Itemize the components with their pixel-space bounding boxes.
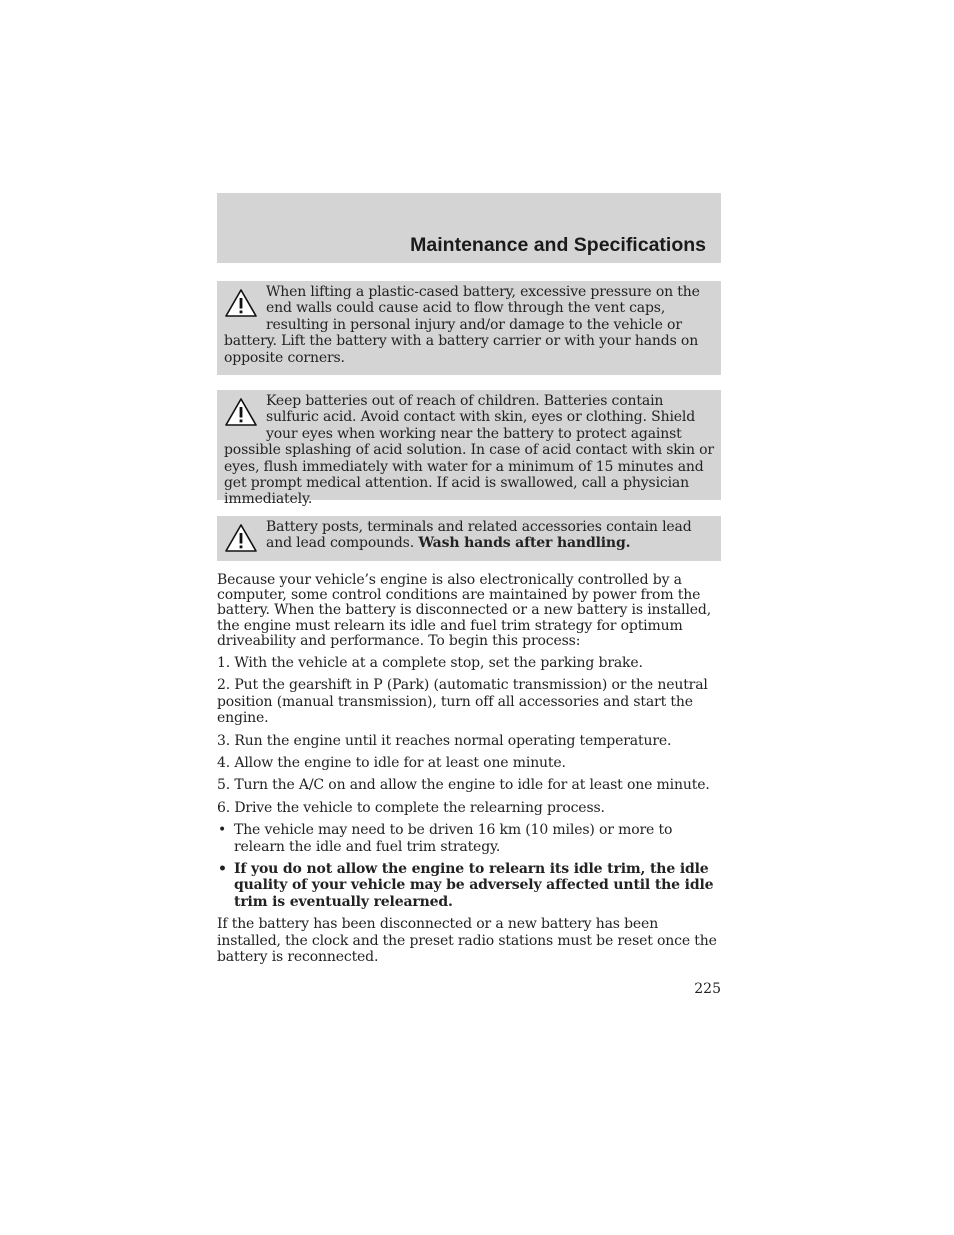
warning-text-regular: Battery posts, terminals and related accessories contain lead and lead compounds. <box>266 519 692 552</box>
bullet-text: If you do not allow the engine to relearn its idle trim, the idle quality of your vehicle may be adversely affected until the idle trim is eventually relearned. <box>234 861 714 910</box>
intro-paragraph: Because your vehicle’s engine is also electronically controlled by a computer, some control conditions are maintained by power from the battery. When the battery is disconnected or a new battery is installed, the engine must relearn its idle and fuel trim strategy for optimum driveability and performance. To begin this process: <box>217 572 712 649</box>
section-header-bar <box>217 193 721 263</box>
step-item: 1. With the vehicle at a complete stop, set the parking brake. <box>217 655 643 672</box>
bullet-item-bold <box>217 861 723 910</box>
warning-box-lead <box>217 516 721 561</box>
warning-text-bold: Wash hands after handling. <box>418 535 631 552</box>
page-number: 225 <box>694 981 721 997</box>
warning-triangle-icon <box>224 288 258 318</box>
warning-triangle-icon <box>224 397 258 427</box>
warning-text: When lifting a plastic-cased battery, excessive pressure on the end walls could cause acid to flow through the vent caps, resulting in personal injury and/or damage to the vehicle or battery. Lift the battery with a battery carrier or with your hands on opposite corners. <box>224 284 700 366</box>
warning-text <box>224 519 714 552</box>
section-title: Maintenance and Specifications <box>410 234 706 256</box>
outro-paragraph: If the battery has been disconnected or a new battery has been installed, the clock and the preset radio stations must be reset once the battery is reconnected. <box>217 916 717 966</box>
warning-box-plastic-battery <box>217 281 721 375</box>
warning-text: Keep batteries out of reach of children. Batteries contain sulfuric acid. Avoid contact with skin, eyes or clothing. Shield your eyes when working near the battery to protect against possible splashing of acid solution. In case of acid contact with skin or eyes, flush immediately with water for a minimum of 15 minutes and get prompt medical attention. If acid is swallowed, call a physician immediately. <box>224 393 714 508</box>
bullet-text: The vehicle may need to be driven 16 km (10 miles) or more to relearn the idle and fuel trim strategy. <box>234 822 673 855</box>
step-item: 3. Run the engine until it reaches normal operating temperature. <box>217 732 672 749</box>
step-item: 4. Allow the engine to idle for at least one minute. <box>217 755 566 772</box>
step-item: 5. Turn the A/C on and allow the engine to idle for at least one minute. <box>217 777 710 794</box>
body-content <box>217 573 723 966</box>
step-item: 6. Drive the vehicle to complete the relearning process. <box>217 799 605 816</box>
bullet-symbol: • <box>218 822 227 839</box>
step-item: 2. Put the gearshift in P (Park) (automatic transmission) or the neutral position (manual transmission), turn off all accessories and start the engine. <box>217 677 708 727</box>
warning-triangle-icon <box>224 523 258 553</box>
warning-box-sulfuric-acid <box>217 390 721 508</box>
bullet-symbol: • <box>218 861 227 878</box>
bullet-item <box>217 822 723 855</box>
